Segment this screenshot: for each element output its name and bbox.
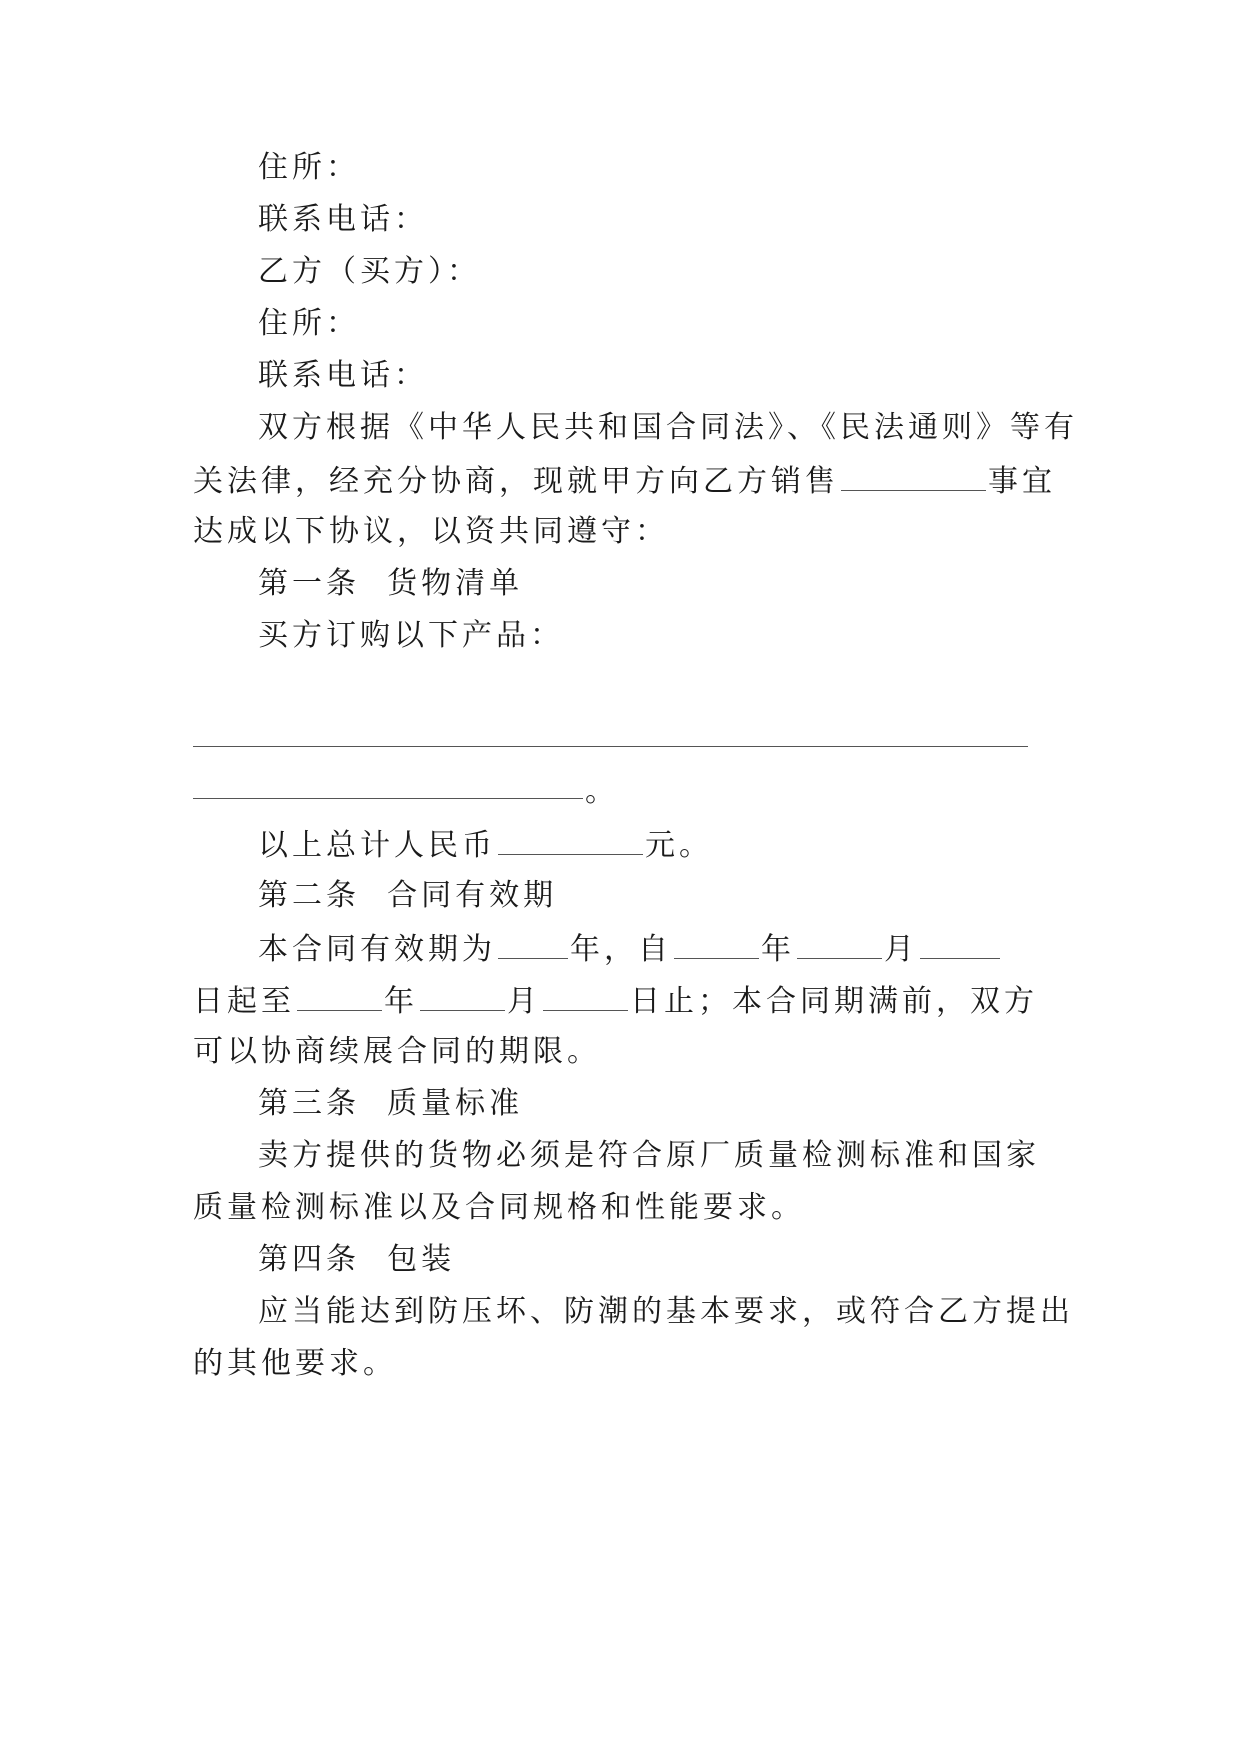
validity-text-h: 日止；本合同期满前，双方 bbox=[630, 984, 1038, 1019]
validity-text-a: 本合同有效期为 bbox=[258, 932, 496, 967]
preamble-line-3: 达成以下协议，以资共同遵守： bbox=[193, 514, 669, 549]
buyer-phone-label: 联系电话： bbox=[258, 358, 428, 393]
seller-phone-label: 联系电话： bbox=[258, 202, 428, 237]
end-month-blank[interactable] bbox=[420, 980, 505, 1011]
total-text-b: 元。 bbox=[645, 828, 713, 863]
start-day-blank[interactable] bbox=[920, 928, 1000, 959]
validity-text-f: 年 bbox=[384, 984, 418, 1019]
product-list-blank-2[interactable] bbox=[193, 798, 583, 799]
validity-line-1 bbox=[258, 928, 1002, 970]
article-1-heading: 第一条 货物清单 bbox=[258, 566, 524, 601]
validity-text-b: 年，自 bbox=[570, 932, 672, 967]
preamble-line-1: 双方根据《中华人民共和国合同法》、《民法通则》等有 bbox=[258, 410, 1078, 445]
validity-text-g: 月 bbox=[507, 984, 541, 1019]
article-4-heading: 第四条 包装 bbox=[258, 1242, 456, 1277]
validity-text-c: 年 bbox=[761, 932, 795, 967]
goods-name-blank[interactable] bbox=[841, 460, 986, 491]
validity-line-2 bbox=[193, 980, 1038, 1022]
validity-line-3: 可以协商续展合同的期限。 bbox=[193, 1034, 601, 1069]
start-month-blank[interactable] bbox=[797, 928, 882, 959]
start-year-blank[interactable] bbox=[674, 928, 759, 959]
validity-years-blank[interactable] bbox=[498, 928, 568, 959]
validity-text-d: 月 bbox=[884, 932, 918, 967]
total-amount-blank[interactable] bbox=[498, 824, 643, 855]
quality-line-2: 质量检测标准以及合同规格和性能要求。 bbox=[193, 1190, 805, 1225]
packaging-line-2: 的其他要求。 bbox=[193, 1346, 397, 1381]
preamble-text-a: 关法律，经充分协商，现就甲方向乙方销售 bbox=[193, 464, 839, 499]
total-text-a: 以上总计人民币 bbox=[258, 828, 496, 863]
seller-address-label: 住所： bbox=[258, 150, 360, 185]
article-3-heading: 第三条 质量标准 bbox=[258, 1086, 524, 1121]
preamble-line-2 bbox=[193, 460, 1056, 502]
buyer-address-label: 住所： bbox=[258, 306, 360, 341]
preamble-text-b: 事宜 bbox=[988, 464, 1056, 499]
packaging-line-1: 应当能达到防压坏、防潮的基本要求，或符合乙方提出 bbox=[258, 1294, 1074, 1329]
end-year-blank[interactable] bbox=[297, 980, 382, 1011]
article-2-heading: 第二条 合同有效期 bbox=[258, 878, 558, 913]
product-list-end: 。 bbox=[585, 774, 615, 809]
end-day-blank[interactable] bbox=[543, 980, 628, 1011]
quality-line-1: 卖方提供的货物必须是符合原厂质量检测标准和国家 bbox=[258, 1138, 1040, 1173]
total-amount-line bbox=[258, 824, 713, 866]
buyer-title: 乙方（买方）： bbox=[258, 254, 481, 289]
product-list-blank-1[interactable] bbox=[193, 746, 1028, 747]
validity-text-e: 日起至 bbox=[193, 984, 295, 1019]
article-1-intro: 买方订购以下产品： bbox=[258, 618, 564, 653]
